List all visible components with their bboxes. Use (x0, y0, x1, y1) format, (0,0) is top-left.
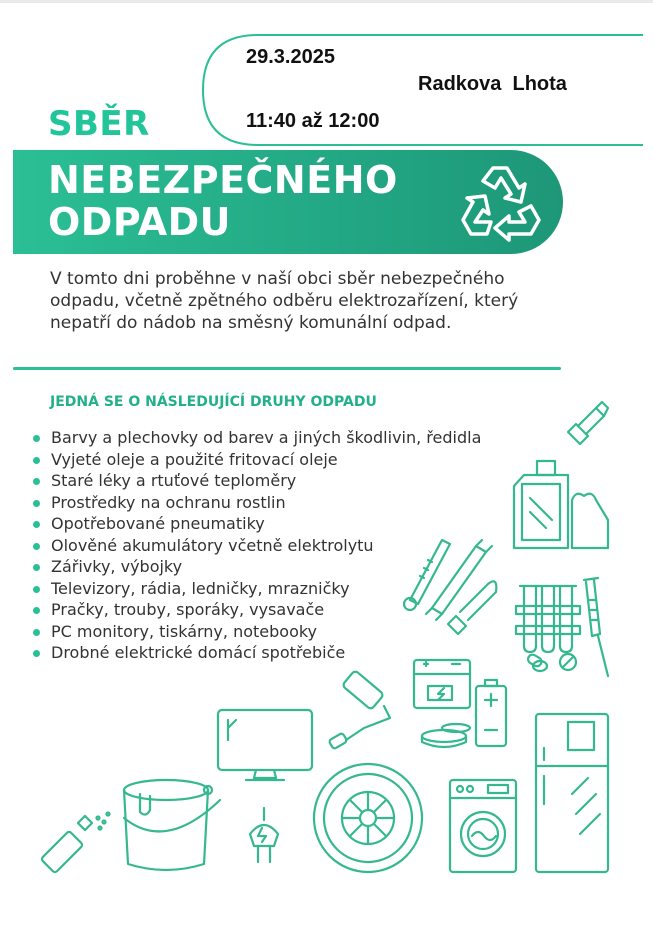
cylinder-battery-icon (476, 680, 506, 746)
list-item: Staré léky a rtuťové teploměry (30, 471, 481, 493)
banner-title-line2: ODPADU (48, 200, 232, 244)
monitor-icon (218, 710, 312, 780)
canister-icon (514, 461, 568, 548)
bulb-icon (448, 581, 496, 634)
fridge-icon (536, 714, 608, 872)
list-item: PC monitory, tiskárny, notebooky (30, 622, 481, 644)
list-item: Barvy a plechovky od barev a jiných škodlivin, ředidla (30, 428, 481, 450)
list-item: Olověné akumulátory včetně elektrolytu (30, 536, 481, 558)
event-date: 29.3.2025 (246, 46, 335, 68)
banner-title-line1: NEBEZPEČNÉHO (48, 158, 398, 202)
list-item: Opotřebované pneumatiky (30, 514, 481, 536)
list-item: Drobné elektrické domácí spotřebiče (30, 643, 481, 665)
test-tubes-icon (516, 586, 580, 652)
event-time: 11:40 až 12:00 (246, 110, 380, 132)
syringe-icon (584, 578, 608, 676)
heading-kicker: SBĚR (48, 104, 150, 144)
thermometer-icon (404, 540, 450, 610)
list-item: Prostředky na ochranu rostlin (30, 493, 481, 515)
bottle-icon (572, 494, 608, 548)
event-place: Radkova Lhota (418, 73, 567, 95)
plug-icon (250, 808, 278, 862)
intro-text: V tomto dni proběhne v naší obci sběr nebezpečného odpadu, včetně zpětného odběru elektrozařízení, který nepatří do nádob na směsný komunální odpad. (50, 269, 519, 333)
paintbrush-icon (568, 402, 608, 444)
paint-bucket-icon (124, 780, 220, 870)
tire-icon (314, 764, 422, 872)
list-item: Vyjeté oleje a použité fritovací oleje (30, 450, 481, 472)
list-item: Zářivky, výbojky (30, 557, 481, 579)
pills-icon (526, 653, 576, 671)
list-item: Pračky, trouby, sporáky, vysavače (30, 600, 481, 622)
list-item: Televizory, rádia, ledničky, mrazničky (30, 579, 481, 601)
paint-roller-icon (329, 670, 390, 749)
spray-icon (41, 813, 110, 874)
washing-machine-icon (450, 780, 516, 872)
battery-icon (414, 660, 470, 708)
waste-list-title: JEDNÁ SE O NÁSLEDUJÍCÍ DRUHY ODPADU (50, 394, 377, 410)
coin-battery-icon (422, 724, 470, 747)
